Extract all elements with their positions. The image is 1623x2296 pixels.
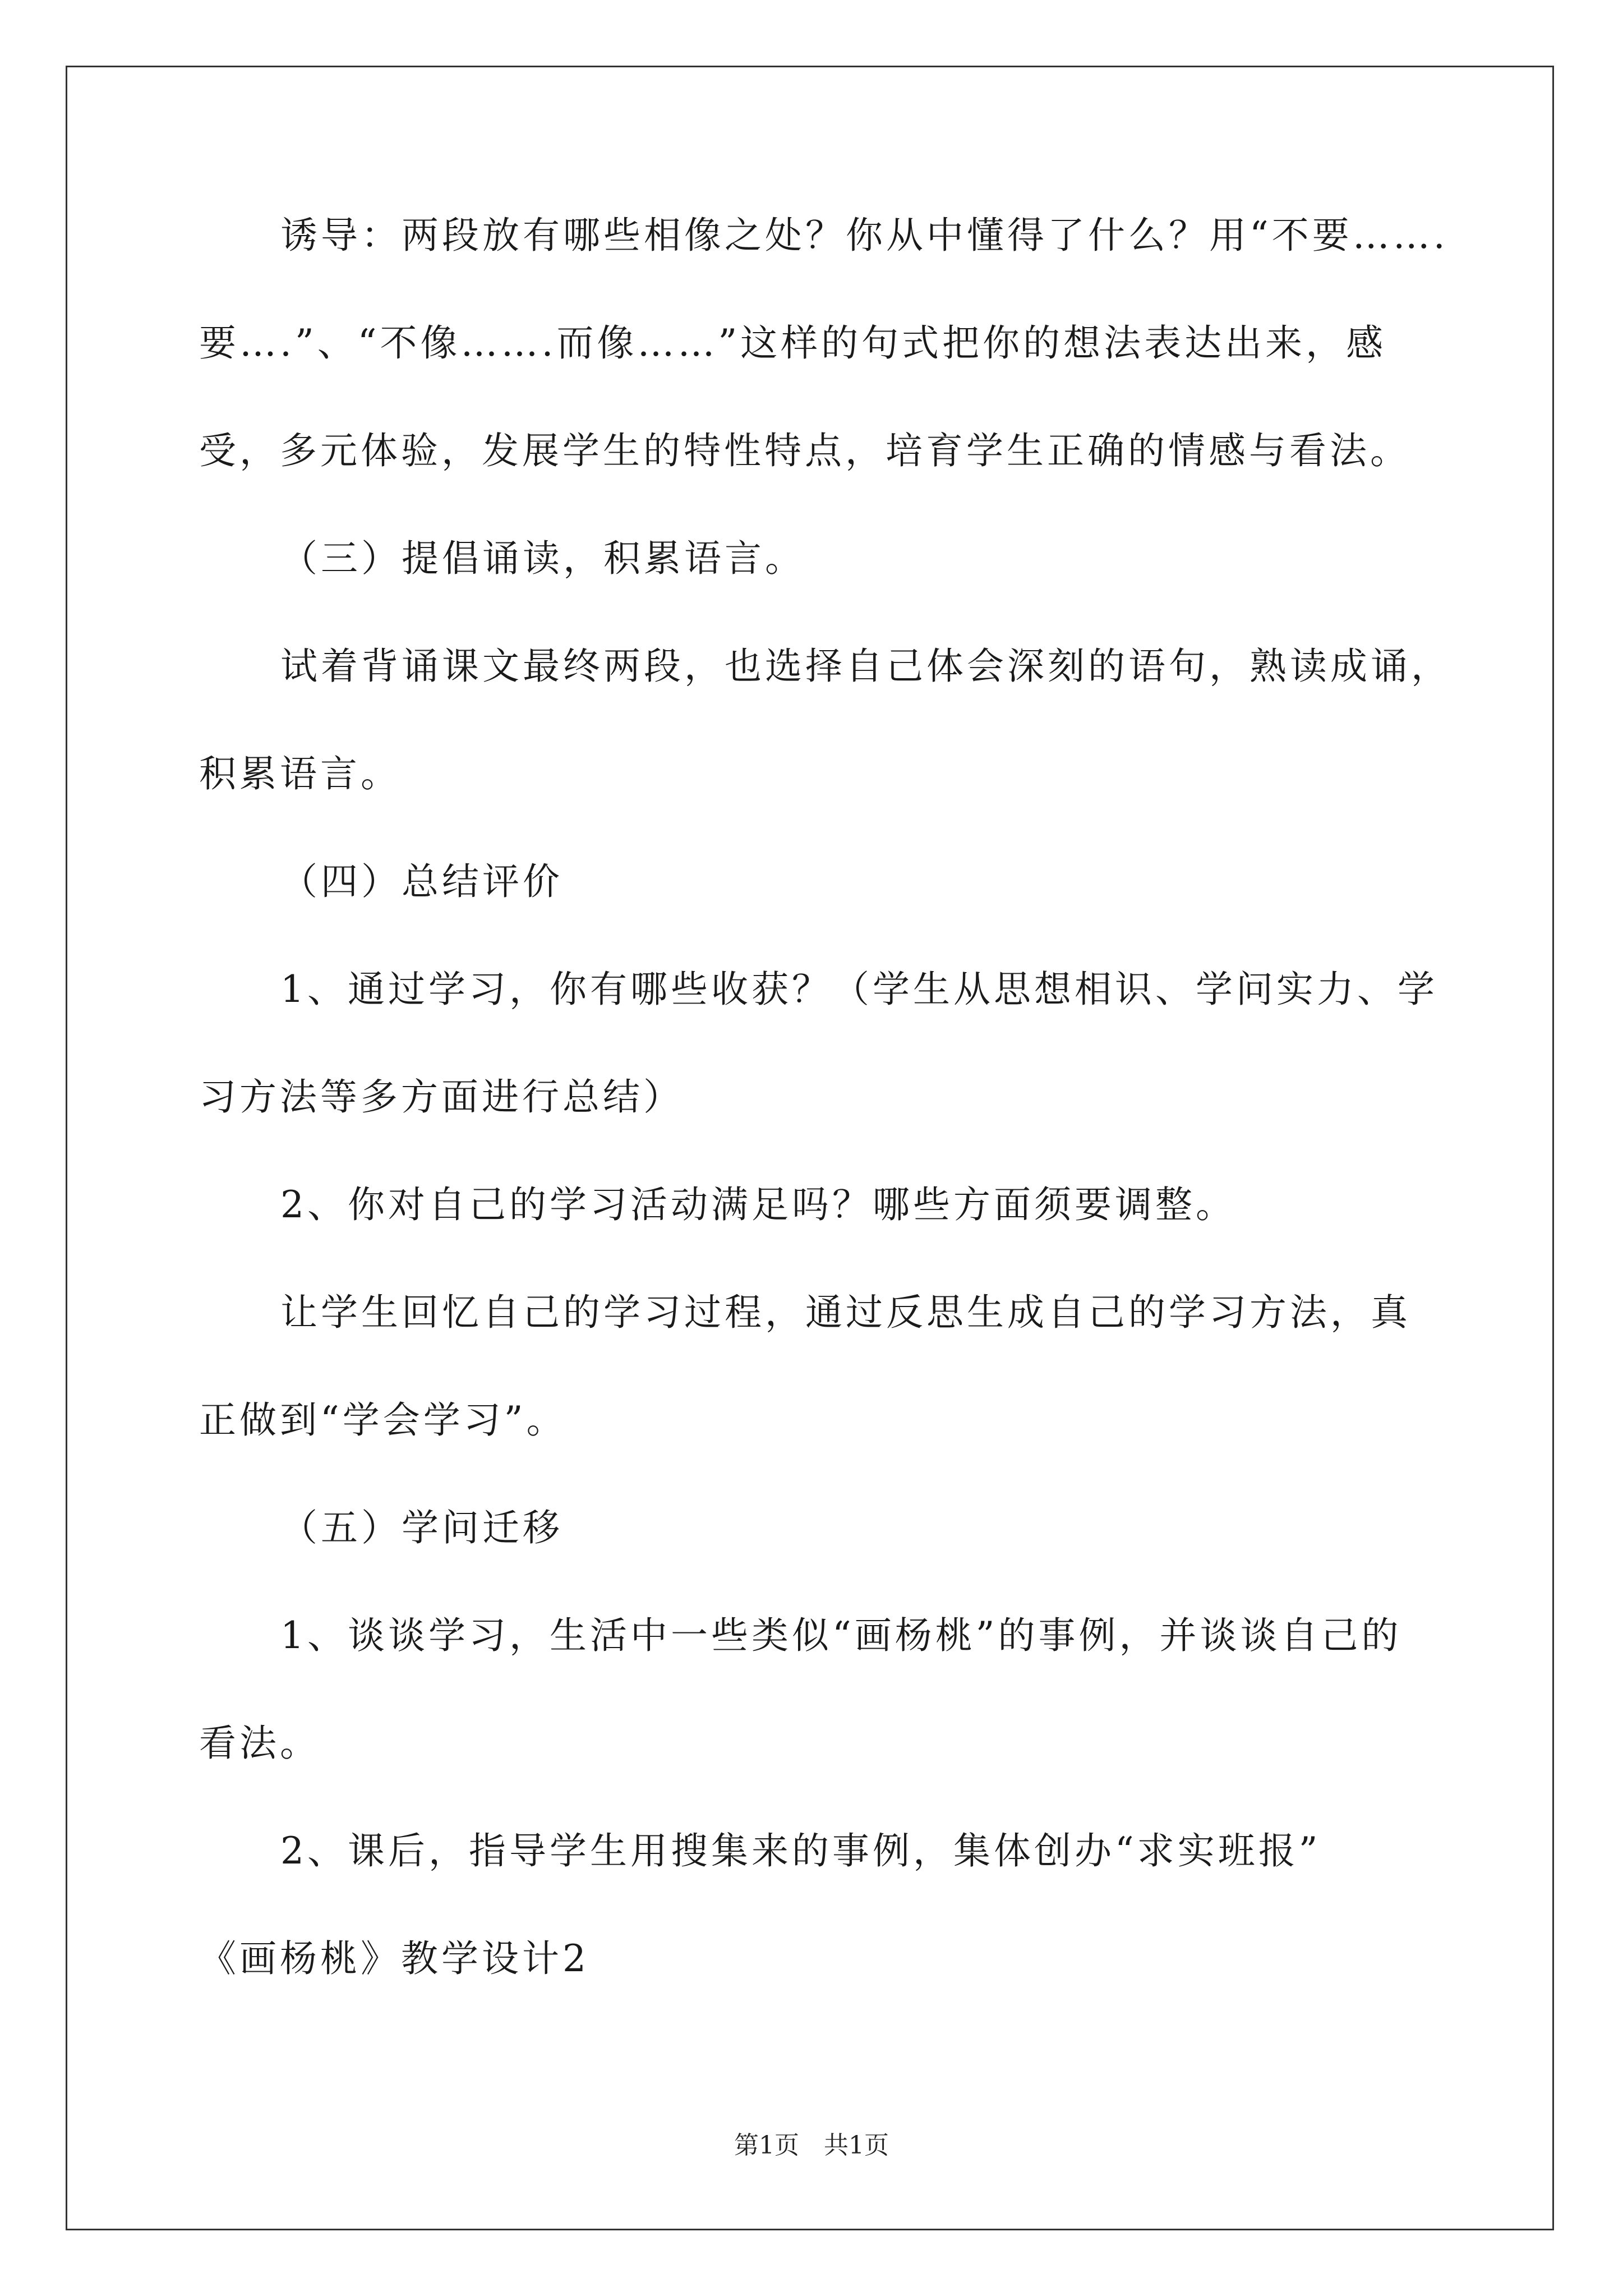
paragraph-line: 2、你对自己的学习活动满足吗？哪些方面须要调整。 — [280, 1183, 1236, 1226]
paragraph-line: 1、谈谈学习，生活中一些类似“画杨桃”的事例，并谈谈自己的 — [280, 1614, 1402, 1657]
page-footer: 第1页 共1页 — [734, 2131, 889, 2160]
paragraph-line: 正做到“学会学习”。 — [199, 1398, 567, 1442]
paragraph-line: 习方法等多方面进行总结） — [199, 1075, 684, 1119]
section-heading: （四）总结评价 — [280, 860, 563, 903]
paragraph-line: 试着背诵课文最终两段，也选择自己体会深刻的语句，熟读成诵， — [280, 645, 1451, 688]
paragraph-line: 让学生回忆自己的学习过程，通过反思生成自己的学习方法，真 — [280, 1291, 1411, 1334]
document-title-line: 《画杨桃》教学设计2 — [199, 1937, 589, 1980]
section-heading: （三）提倡诵读，积累语言。 — [280, 537, 805, 580]
section-heading: （五）学问迁移 — [280, 1506, 563, 1549]
paragraph-line: 1、通过学习，你有哪些收获？（学生从思想相识、学问实力、学 — [280, 968, 1438, 1011]
paragraph-line: 要….”、“不像…….而像……”这样的句式把你的想法表达出来，感 — [199, 321, 1387, 365]
page-border — [66, 66, 1554, 2230]
paragraph-line: 受，多元体验，发展学生的特性特点，培育学生正确的情感与看法。 — [199, 429, 1410, 472]
paragraph-line: 积累语言。 — [199, 752, 401, 795]
paragraph-line: 看法。 — [199, 1722, 320, 1765]
paragraph-line: 诱导：两段放有哪些相像之处？你从中懂得了什么？用“不要……. — [280, 214, 1449, 257]
paragraph-line: 2、课后，指导学生用搜集来的事例，集体创办“求实班报” — [280, 1829, 1321, 1872]
